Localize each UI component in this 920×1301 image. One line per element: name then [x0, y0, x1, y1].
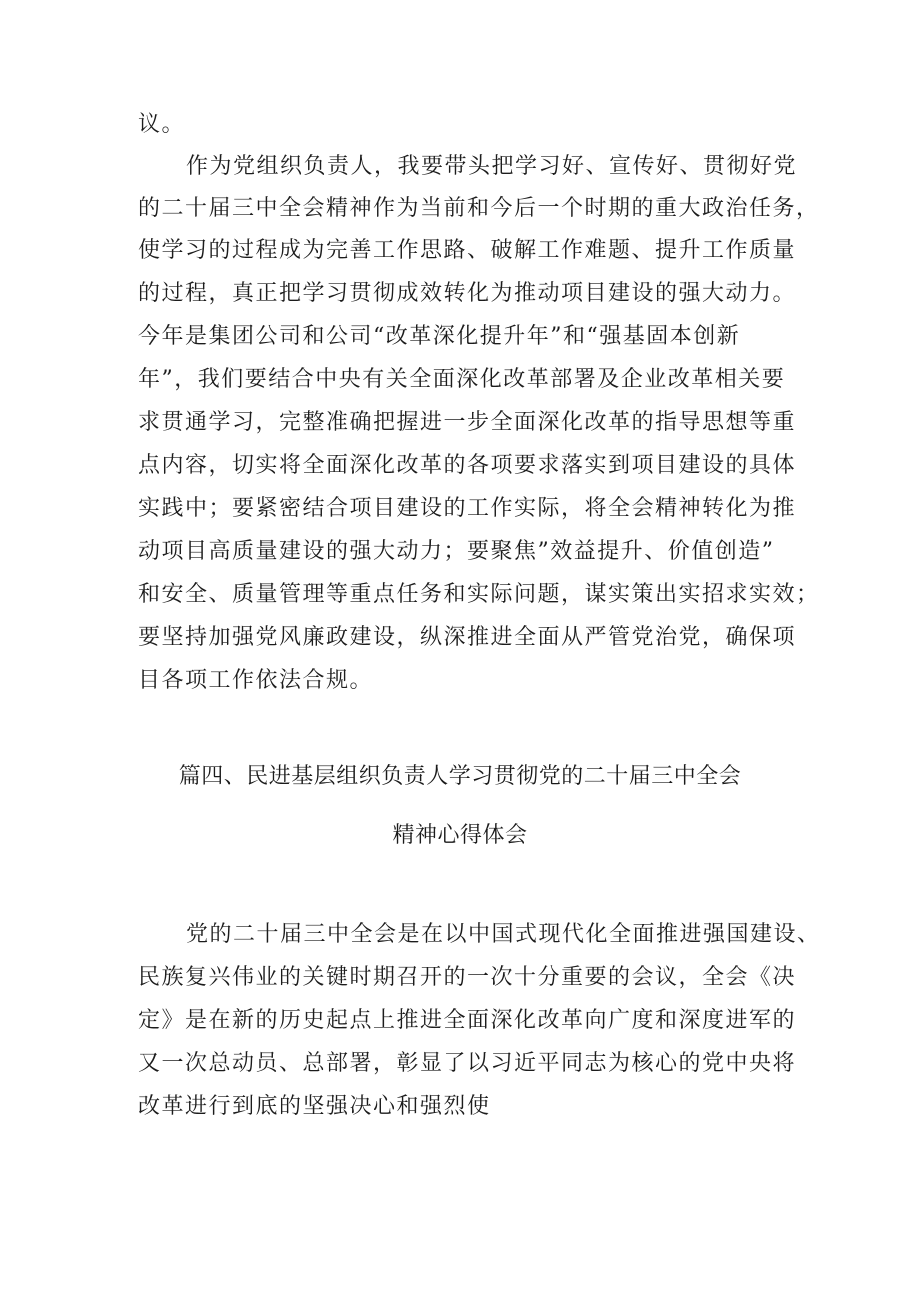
- paragraph-line: 实践中；要紧密结合项目建设的工作实际，将全会精神转化为推: [138, 496, 797, 521]
- paragraph-line: 求贯通学习，完整准确把握进一步全面深化改革的指导思想等重: [138, 410, 797, 435]
- paragraph-line: 民族复兴伟业的关键时期召开的一次十分重要的会议，全会《决: [138, 965, 797, 990]
- paragraph-line: 动项目高质量建设的强大动力；要聚焦”效益提升、价值创造”: [138, 539, 775, 564]
- paragraph-line: 今年是集团公司和公司“改革深化提升年”和“强基固本创新: [138, 324, 741, 349]
- paragraph-line: 作为党组织负责人，我要带头把学习好、宣传好、贯彻好党: [186, 154, 798, 179]
- paragraph-line: 和安全、质量管理等重点任务和实际问题，谋实策出实招求实效；: [138, 582, 820, 607]
- paragraph-line: 改革进行到底的坚强决心和强烈使: [138, 1094, 491, 1119]
- section-heading-line-1: 篇四、民进基层组织负责人学习贯彻党的二十届三中全会: [178, 764, 742, 789]
- paragraph-line: 年”，我们要结合中央有关全面深化改革部署及企业改革相关要: [138, 367, 786, 392]
- paragraph-line: 议。: [138, 112, 186, 137]
- paragraph-line: 点内容，切实将全面深化改革的各项要求落实到项目建设的具体: [138, 453, 797, 478]
- paragraph-line: 使学习的过程成为完善工作思路、破解工作难题、提升工作质量: [138, 238, 797, 263]
- paragraph-line: 又一次总动员、总部署，彰显了以习近平同志为核心的党中央将: [138, 1051, 797, 1076]
- paragraph-line: 的二十届三中全会精神作为当前和今后一个时期的重大政治任务，: [138, 196, 820, 221]
- paragraph-line: 党的二十届三中全会是在以中国式现代化全面推进强国建设、: [186, 922, 821, 947]
- paragraph-line: 定》是在新的历史起点上推进全面深化改革向广度和深度进军的: [138, 1008, 797, 1033]
- paragraph-line: 的过程，真正把学习贯彻成效转化为推动项目建设的强大动力。: [138, 281, 797, 306]
- section-heading-line-2: 精神心得体会: [392, 823, 528, 848]
- paragraph-line: 要坚持加强党风廉政建设，纵深推进全面从严管党治党，确保项: [138, 625, 797, 650]
- paragraph-line: 目各项工作依法合规。: [138, 668, 374, 693]
